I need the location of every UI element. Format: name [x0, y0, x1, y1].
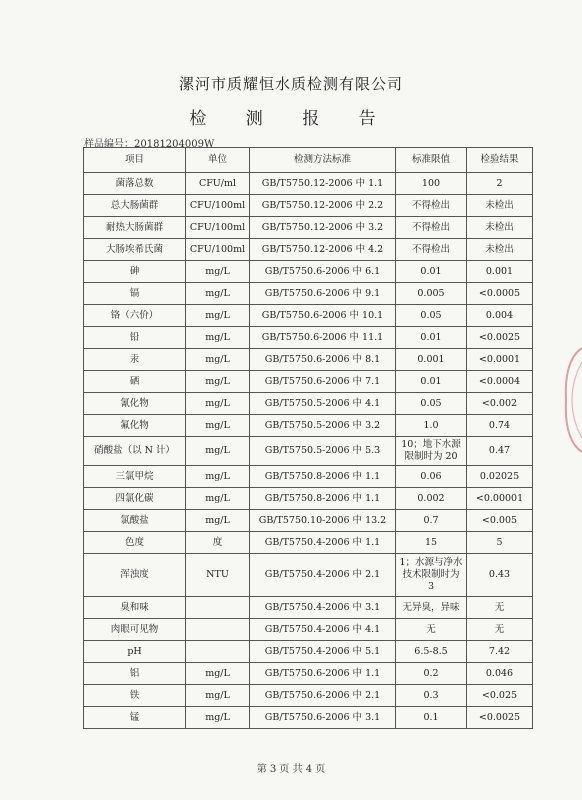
cell-method: GB/T5750.4-2006 中 3.1: [250, 597, 396, 619]
table-row: [84, 554, 533, 597]
cell-limit: 无异臭，异味: [396, 597, 467, 619]
cell-result: 0.02025: [467, 466, 533, 488]
cell-result: <0.002: [467, 393, 533, 415]
cell-unit: mg/L: [186, 437, 250, 466]
cell-method: GB/T5750.12-2006 中 2.2: [250, 195, 396, 217]
table-row: [84, 619, 533, 641]
cell-item: 臭和味: [84, 597, 186, 619]
cell-item: 锰: [84, 707, 186, 729]
cell-item: 总大肠菌群: [84, 195, 186, 217]
cell-result: <0.0025: [467, 327, 533, 349]
cell-limit: 10；地下水源限制时为 20: [396, 437, 467, 466]
cell-limit: 0.01: [396, 327, 467, 349]
cell-item: 氯酸盐: [84, 510, 186, 532]
cell-limit: 不得检出: [396, 239, 467, 261]
cell-method: GB/T5750.6-2006 中 6.1: [250, 261, 396, 283]
cell-item: 氰化物: [84, 393, 186, 415]
cell-limit: 0.05: [396, 393, 467, 415]
table-row: [84, 707, 533, 729]
cell-item: 铁: [84, 685, 186, 707]
cell-limit: 0.002: [396, 488, 467, 510]
cell-unit: 度: [186, 532, 250, 554]
cell-result: 0.47: [467, 437, 533, 466]
cell-unit: mg/L: [186, 466, 250, 488]
cell-unit: mg/L: [186, 393, 250, 415]
cell-result: 无: [467, 597, 533, 619]
cell-unit: CFU/100ml: [186, 217, 250, 239]
cell-unit: mg/L: [186, 663, 250, 685]
cell-method: GB/T5750.12-2006 中 4.2: [250, 239, 396, 261]
cell-method: GB/T5750.6-2006 中 9.1: [250, 283, 396, 305]
results-table: [83, 147, 533, 729]
cell-result: 2: [467, 173, 533, 195]
table-row: [84, 349, 533, 371]
cell-limit: 0.001: [396, 349, 467, 371]
cell-item: pH: [84, 641, 186, 663]
sample-number: 样品编号：20181204009W: [84, 139, 215, 150]
cell-method: GB/T5750.6-2006 中 7.1: [250, 371, 396, 393]
cell-item: 砷: [84, 261, 186, 283]
cell-item: 耐热大肠菌群: [84, 217, 186, 239]
cell-item: 三氯甲烷: [84, 466, 186, 488]
cell-limit: 0.7: [396, 510, 467, 532]
header-item: 项目: [84, 148, 186, 173]
cell-result: <0.025: [467, 685, 533, 707]
cell-limit: 1；水源与净水技术限制时为 3: [396, 554, 467, 597]
header-method: 检测方法标准: [250, 148, 396, 173]
table-row: [84, 488, 533, 510]
table-body: [84, 173, 533, 729]
cell-item: 色度: [84, 532, 186, 554]
cell-item: 硝酸盐（以 N 计）: [84, 437, 186, 466]
cell-unit: mg/L: [186, 305, 250, 327]
cell-method: GB/T5750.5-2006 中 5.3: [250, 437, 396, 466]
table-row: [84, 393, 533, 415]
cell-result: <0.0005: [467, 283, 533, 305]
cell-limit: 0.01: [396, 371, 467, 393]
cell-item: 浑浊度: [84, 554, 186, 597]
cell-item: 菌落总数: [84, 173, 186, 195]
cell-method: GB/T5750.4-2006 中 2.1: [250, 554, 396, 597]
table-row: [84, 641, 533, 663]
cell-limit: 6.5-8.5: [396, 641, 467, 663]
cell-unit: mg/L: [186, 371, 250, 393]
table-row: [84, 283, 533, 305]
cell-limit: 1.0: [396, 415, 467, 437]
cell-unit: mg/L: [186, 510, 250, 532]
cell-unit: CFU/100ml: [186, 195, 250, 217]
table-row: [84, 217, 533, 239]
cell-method: GB/T5750.8-2006 中 1.1: [250, 488, 396, 510]
cell-unit: mg/L: [186, 261, 250, 283]
report-title: 检 测 报 告: [189, 109, 393, 129]
cell-item: 铝: [84, 663, 186, 685]
cell-item: 铬（六价）: [84, 305, 186, 327]
table-row: [84, 195, 533, 217]
cell-method: GB/T5750.6-2006 中 10.1: [250, 305, 396, 327]
cell-unit: mg/L: [186, 327, 250, 349]
table-row: [84, 466, 533, 488]
header-unit: 单位: [186, 148, 250, 173]
cell-method: GB/T5750.6-2006 中 1.1: [250, 663, 396, 685]
page-footer: 第 3 页 共 4 页: [256, 764, 326, 775]
cell-method: GB/T5750.6-2006 中 8.1: [250, 349, 396, 371]
header-result: 检验结果: [467, 148, 533, 173]
table-row: [84, 239, 533, 261]
cell-unit: CFU/ml: [186, 173, 250, 195]
cell-unit: mg/L: [186, 685, 250, 707]
table-row: [84, 663, 533, 685]
cell-limit: 无: [396, 619, 467, 641]
cell-method: GB/T5750.12-2006 中 1.1: [250, 173, 396, 195]
cell-result: 未检出: [467, 195, 533, 217]
cell-unit: [186, 619, 250, 641]
cell-item: 氟化物: [84, 415, 186, 437]
cell-result: 0.74: [467, 415, 533, 437]
cell-limit: 0.05: [396, 305, 467, 327]
cell-method: GB/T5750.6-2006 中 3.1: [250, 707, 396, 729]
table-row: [84, 371, 533, 393]
cell-result: 7.42: [467, 641, 533, 663]
cell-limit: 0.1: [396, 707, 467, 729]
cell-method: GB/T5750.12-2006 中 3.2: [250, 217, 396, 239]
cell-unit: mg/L: [186, 283, 250, 305]
cell-unit: mg/L: [186, 349, 250, 371]
cell-unit: NTU: [186, 554, 250, 597]
cell-limit: 100: [396, 173, 467, 195]
cell-method: GB/T5750.4-2006 中 4.1: [250, 619, 396, 641]
cell-limit: 0.3: [396, 685, 467, 707]
company-name: 漯河市质耀恒水质检测有限公司: [178, 75, 403, 93]
cell-item: 大肠埃希氏菌: [84, 239, 186, 261]
cell-result: 0.046: [467, 663, 533, 685]
cell-item: 硒: [84, 371, 186, 393]
table-row: [84, 532, 533, 554]
cell-unit: mg/L: [186, 707, 250, 729]
table-row: [84, 261, 533, 283]
table-row: [84, 415, 533, 437]
cell-item: 铅: [84, 327, 186, 349]
cell-result: 未检出: [467, 217, 533, 239]
cell-item: 镉: [84, 283, 186, 305]
cell-method: GB/T5750.5-2006 中 3.2: [250, 415, 396, 437]
cell-result: <0.00001: [467, 488, 533, 510]
cell-result: <0.0004: [467, 371, 533, 393]
table-row: [84, 510, 533, 532]
cell-result: 0.004: [467, 305, 533, 327]
table-row: [84, 327, 533, 349]
cell-result: <0.005: [467, 510, 533, 532]
cell-unit: [186, 641, 250, 663]
cell-result: 0.43: [467, 554, 533, 597]
cell-unit: CFU/100ml: [186, 239, 250, 261]
table-row: [84, 173, 533, 195]
table-row: [84, 437, 533, 466]
cell-limit: 不得检出: [396, 195, 467, 217]
cell-result: 未检出: [467, 239, 533, 261]
cell-result: <0.0001: [467, 349, 533, 371]
cell-unit: [186, 597, 250, 619]
cell-method: GB/T5750.10-2006 中 13.2: [250, 510, 396, 532]
cell-result: <0.0025: [467, 707, 533, 729]
header-limit: 标准限值: [396, 148, 467, 173]
cell-limit: 0.005: [396, 283, 467, 305]
table-row: [84, 685, 533, 707]
cell-limit: 0.01: [396, 261, 467, 283]
cell-limit: 不得检出: [396, 217, 467, 239]
cell-limit: 0.06: [396, 466, 467, 488]
red-seal-stamp: [560, 340, 582, 460]
table-row: [84, 597, 533, 619]
cell-unit: mg/L: [186, 488, 250, 510]
cell-item: 四氯化碳: [84, 488, 186, 510]
cell-method: GB/T5750.6-2006 中 11.1: [250, 327, 396, 349]
cell-result: 无: [467, 619, 533, 641]
cell-method: GB/T5750.8-2006 中 1.1: [250, 466, 396, 488]
cell-method: GB/T5750.5-2006 中 4.1: [250, 393, 396, 415]
cell-result: 5: [467, 532, 533, 554]
cell-method: GB/T5750.4-2006 中 1.1: [250, 532, 396, 554]
cell-method: GB/T5750.6-2006 中 2.1: [250, 685, 396, 707]
cell-method: GB/T5750.4-2006 中 5.1: [250, 641, 396, 663]
cell-unit: mg/L: [186, 415, 250, 437]
cell-item: 汞: [84, 349, 186, 371]
cell-limit: 0.2: [396, 663, 467, 685]
cell-result: 0.001: [467, 261, 533, 283]
cell-item: 肉眼可见物: [84, 619, 186, 641]
table-header-row: [84, 148, 533, 173]
cell-limit: 15: [396, 532, 467, 554]
table-row: [84, 305, 533, 327]
